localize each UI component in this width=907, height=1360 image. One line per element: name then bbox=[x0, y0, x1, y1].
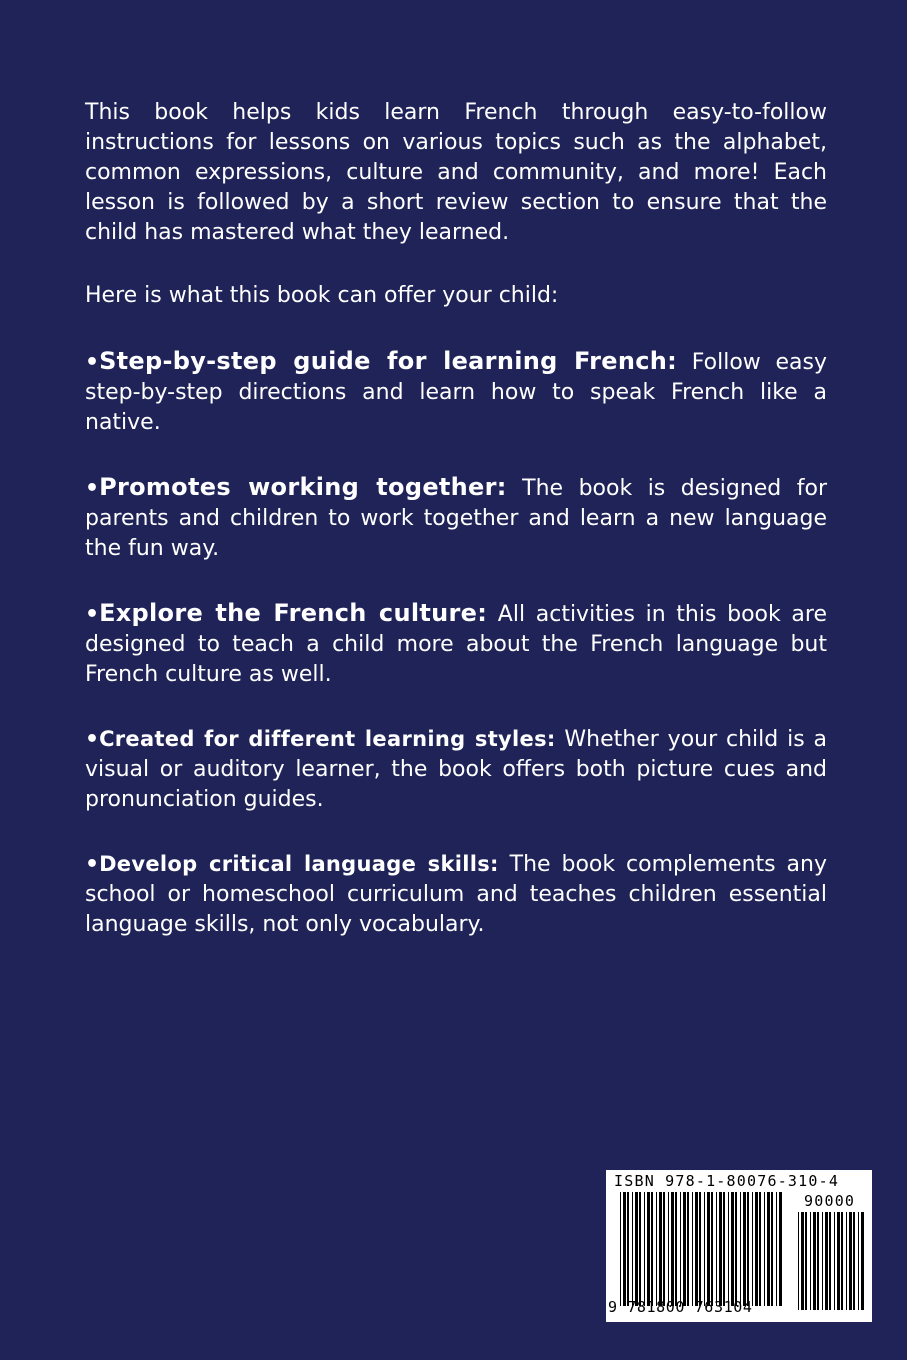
barcode-bar bbox=[764, 1192, 765, 1306]
barcode-bar bbox=[704, 1192, 705, 1306]
back-cover-text bbox=[85, 98, 827, 974]
barcode-bar bbox=[663, 1192, 665, 1306]
barcode-bar bbox=[805, 1212, 807, 1310]
bullet-text: Follow easy step-by-step directions and learn how to speak French like a native. bbox=[85, 350, 827, 435]
barcode-bar bbox=[711, 1192, 713, 1306]
barcode-bar bbox=[716, 1192, 717, 1306]
barcode-bar bbox=[801, 1212, 804, 1310]
bullet-icon: • bbox=[85, 350, 100, 375]
barcode-bar bbox=[680, 1192, 681, 1306]
barcode-bar bbox=[692, 1192, 693, 1306]
barcode-bar bbox=[853, 1212, 855, 1310]
barcode-bar bbox=[644, 1192, 645, 1306]
bullet-learning-styles bbox=[85, 724, 827, 815]
barcode-bar bbox=[810, 1212, 811, 1310]
bullet-title: Explore the French culture: bbox=[99, 599, 488, 627]
barcode-bar bbox=[668, 1192, 669, 1306]
isbn-barcode bbox=[606, 1170, 872, 1322]
barcode-bar bbox=[747, 1192, 749, 1306]
barcode-bar bbox=[767, 1192, 770, 1306]
barcode-bar bbox=[861, 1212, 864, 1310]
barcode-bar bbox=[752, 1192, 753, 1306]
bullet-icon: • bbox=[85, 602, 100, 627]
barcode-bar bbox=[623, 1192, 626, 1306]
barcode-bar bbox=[671, 1192, 674, 1306]
barcode-bar bbox=[743, 1192, 746, 1306]
barcode-bar bbox=[731, 1192, 734, 1306]
bullet-working-together bbox=[85, 472, 827, 564]
barcode-bar bbox=[728, 1192, 729, 1306]
barcode-bar bbox=[798, 1212, 799, 1310]
barcode-bar bbox=[829, 1212, 831, 1310]
barcode-bar bbox=[813, 1212, 816, 1310]
barcode-bar bbox=[632, 1192, 633, 1306]
bullet-text: The book is designed for parents and children to work together and learn a new language the fun way. bbox=[85, 476, 827, 561]
barcode-bar bbox=[817, 1212, 819, 1310]
barcode-bar bbox=[771, 1192, 773, 1306]
barcode-bar bbox=[759, 1192, 761, 1306]
barcode-bar bbox=[695, 1192, 698, 1306]
price-code: 90000 bbox=[804, 1192, 856, 1210]
bullet-icon: • bbox=[85, 852, 100, 877]
bullet-icon: • bbox=[85, 476, 100, 501]
bullet-step-by-step bbox=[85, 346, 827, 438]
barcode-bar bbox=[659, 1192, 662, 1306]
bullet-title: Step-by-step guide for learning French: bbox=[99, 347, 678, 375]
barcode-bar bbox=[779, 1192, 782, 1306]
barcode-bar bbox=[849, 1212, 852, 1310]
barcode-bar bbox=[834, 1212, 835, 1310]
barcode-bar bbox=[776, 1192, 777, 1306]
barcode-bar bbox=[635, 1192, 638, 1306]
barcode-bar bbox=[687, 1192, 689, 1306]
barcode-bar bbox=[651, 1192, 653, 1306]
barcode-number: 9 781800 763104 bbox=[608, 1298, 753, 1316]
barcode-bar bbox=[735, 1192, 737, 1306]
barcode-bar bbox=[740, 1192, 741, 1306]
bullet-text: Whether your child is a visual or auditory learner, the book offers both picture cues and pronunciation guides. bbox=[85, 727, 827, 812]
barcode-bar bbox=[825, 1212, 828, 1310]
offer-heading: Here is what this book can offer your child: bbox=[85, 283, 559, 308]
barcode-bar bbox=[841, 1212, 843, 1310]
bullet-text: All activities in this book are designed to teach a child more about the French language but French culture as well. bbox=[85, 602, 827, 687]
barcode-bar bbox=[822, 1212, 823, 1310]
barcode-bar bbox=[699, 1192, 701, 1306]
barcode-bar bbox=[858, 1212, 859, 1310]
barcode-bar bbox=[620, 1192, 621, 1306]
bullet-language-skills bbox=[85, 849, 827, 940]
barcode-bar bbox=[639, 1192, 641, 1306]
barcode-bar bbox=[755, 1192, 758, 1306]
barcode-bar bbox=[707, 1192, 710, 1306]
bullet-title: Promotes working together: bbox=[99, 473, 507, 501]
barcode-bar bbox=[683, 1192, 686, 1306]
bullet-title: Develop critical language skills: bbox=[99, 852, 499, 876]
barcode-bar bbox=[846, 1212, 847, 1310]
bullet-title: Created for different learning styles: bbox=[99, 727, 556, 751]
bullet-french-culture bbox=[85, 598, 827, 690]
bullet-text: The book complements any school or homeschool curriculum and teaches children essential language skills, not only vocabulary. bbox=[85, 852, 827, 937]
barcode-bar bbox=[719, 1192, 722, 1306]
intro-paragraph: This book helps kids learn French through easy-to-follow instructions for lessons on various topics such as the alphabet, common expressions, culture and community, and more! Each lesson is followed by a short review section to ensure that the child has mastered what they learned. bbox=[85, 100, 827, 245]
barcode-bar bbox=[647, 1192, 650, 1306]
barcode-bar bbox=[723, 1192, 725, 1306]
barcode-bar bbox=[656, 1192, 657, 1306]
isbn-label: ISBN 978-1-80076-310-4 bbox=[614, 1172, 840, 1190]
barcode-bar bbox=[627, 1192, 629, 1306]
barcode-bar bbox=[675, 1192, 677, 1306]
bullet-icon: • bbox=[85, 727, 100, 752]
barcode-bar bbox=[837, 1212, 840, 1310]
